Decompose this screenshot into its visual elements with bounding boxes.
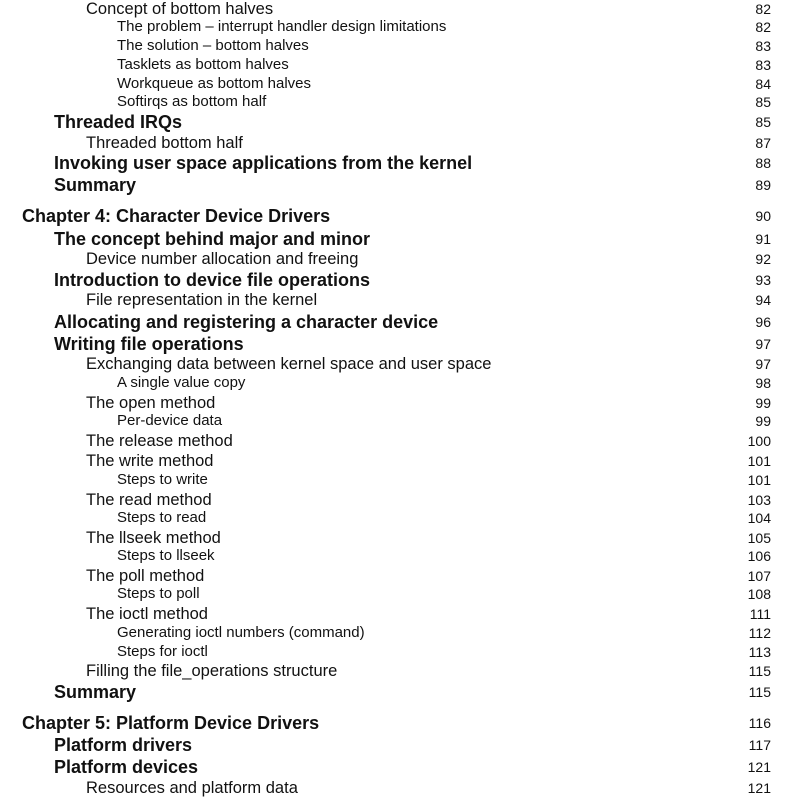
toc-entry-title: Steps for ioctl — [117, 643, 208, 660]
toc-entry-page-number: 87 — [755, 135, 771, 151]
toc-entry-page-number: 82 — [755, 1, 771, 17]
toc-entry-title: Steps to llseek — [117, 547, 215, 564]
toc-entry-page-number: 99 — [755, 413, 771, 429]
toc-entry-title: The ioctl method — [86, 605, 208, 623]
toc-entry-page-number: 97 — [755, 356, 771, 372]
toc-entry-page-number: 85 — [755, 94, 771, 110]
toc-entry-page-number: 83 — [755, 38, 771, 54]
toc-entry-page-number: 121 — [747, 759, 771, 775]
toc-entry-title: The read method — [86, 491, 212, 509]
toc-entry-title: The concept behind major and minor — [54, 229, 371, 249]
toc-entry-title: Per-device data — [117, 412, 223, 429]
toc-entry-page-number: 93 — [755, 272, 771, 288]
toc-entry-page-number: 104 — [747, 510, 771, 526]
toc-entry-page-number: 108 — [747, 586, 771, 602]
toc-entry-title: Invoking user space applications from the kernel — [54, 153, 473, 173]
toc-entry-title: Threaded IRQs — [54, 112, 183, 132]
toc-entry-page-number: 117 — [748, 737, 771, 753]
toc-entry-page-number: 116 — [748, 715, 771, 731]
toc-entry-page-number: 82 — [755, 19, 771, 35]
toc-entry-title: Steps to poll — [117, 585, 200, 602]
toc-entry-title: Platform devices — [54, 757, 199, 777]
toc-entry-title: Steps to read — [117, 509, 207, 526]
toc-entry-page-number: 83 — [755, 57, 771, 73]
toc-entry-page-number: 84 — [755, 76, 771, 92]
toc-entry-title: Platform drivers — [54, 735, 193, 755]
toc-entry-title: File representation in the kernel — [86, 291, 318, 309]
toc-entry-title: Summary — [54, 682, 137, 702]
toc-entry-title: The write method — [86, 452, 214, 470]
toc-entry-page-number: 111 — [749, 606, 771, 622]
toc-entry-title: Concept of bottom halves — [86, 0, 274, 18]
toc-entry-title: Summary — [54, 175, 137, 195]
toc-entry-page-number: 106 — [747, 548, 771, 564]
toc-entry-title: The poll method — [86, 567, 205, 585]
toc-entry-title: Generating ioctl numbers (command) — [117, 624, 365, 641]
toc-entry-page-number: 98 — [755, 375, 771, 391]
toc-entry-page-number: 115 — [748, 663, 771, 679]
toc-entry-title: Writing file operations — [54, 334, 244, 354]
toc-entry-title: Steps to write — [117, 471, 208, 488]
toc-entry-page-number: 90 — [755, 208, 771, 224]
toc-entry-title: The release method — [86, 432, 233, 450]
toc-entry-title: Exchanging data between kernel space and user space — [86, 355, 492, 373]
toc-entry-page-number: 103 — [747, 492, 771, 508]
toc-entry-title: Softirqs as bottom half — [117, 93, 267, 110]
toc-entry-page-number: 107 — [747, 568, 771, 584]
toc-entry-page-number: 94 — [755, 292, 771, 308]
toc-entry-page-number: 101 — [747, 472, 771, 488]
toc-entry-page-number: 101 — [747, 453, 771, 469]
toc-entry-page-number: 89 — [755, 177, 771, 193]
toc-entry-page-number: 91 — [755, 231, 771, 247]
toc-entry-page-number: 96 — [755, 314, 771, 330]
toc-entry-page-number: 97 — [755, 336, 771, 352]
toc-entry-page-number: 112 — [748, 625, 771, 641]
toc-entry-title: Device number allocation and freeing — [86, 250, 359, 268]
toc-entry-page-number: 88 — [755, 155, 771, 171]
toc-entry-title: Chapter 4: Character Device Drivers — [22, 206, 331, 226]
toc-entry-title: Workqueue as bottom halves — [117, 75, 311, 92]
toc-entry-title: A single value copy — [117, 374, 246, 391]
toc-entry-page-number: 121 — [747, 780, 771, 796]
toc-entry-title: Allocating and registering a character device — [54, 312, 439, 332]
toc-entry-page-number: 105 — [747, 530, 771, 546]
toc-entry-title: Threaded bottom half — [86, 134, 243, 152]
toc-entry-title: The solution – bottom halves — [117, 37, 309, 54]
toc-entry-page-number: 92 — [755, 251, 771, 267]
toc-entry-title: The open method — [86, 394, 216, 412]
toc-entry-page-number: 115 — [748, 684, 771, 700]
toc-entry-title: The llseek method — [86, 529, 221, 547]
toc-entry-page-number: 85 — [755, 114, 771, 130]
toc-entry-title: Tasklets as bottom halves — [117, 56, 289, 73]
toc-entry-title: Resources and platform data — [86, 779, 298, 797]
toc-entry-title: The problem – interrupt handler design limitations — [117, 18, 447, 35]
toc-entry-page-number: 99 — [755, 395, 771, 411]
toc-entry-page-number: 113 — [748, 644, 771, 660]
toc-entry-title: Filling the file_operations structure — [86, 662, 338, 680]
toc-entry-page-number: 100 — [747, 433, 771, 449]
toc-entry-title: Chapter 5: Platform Device Drivers — [22, 713, 320, 733]
toc-entry-title: Introduction to device file operations — [54, 270, 371, 290]
